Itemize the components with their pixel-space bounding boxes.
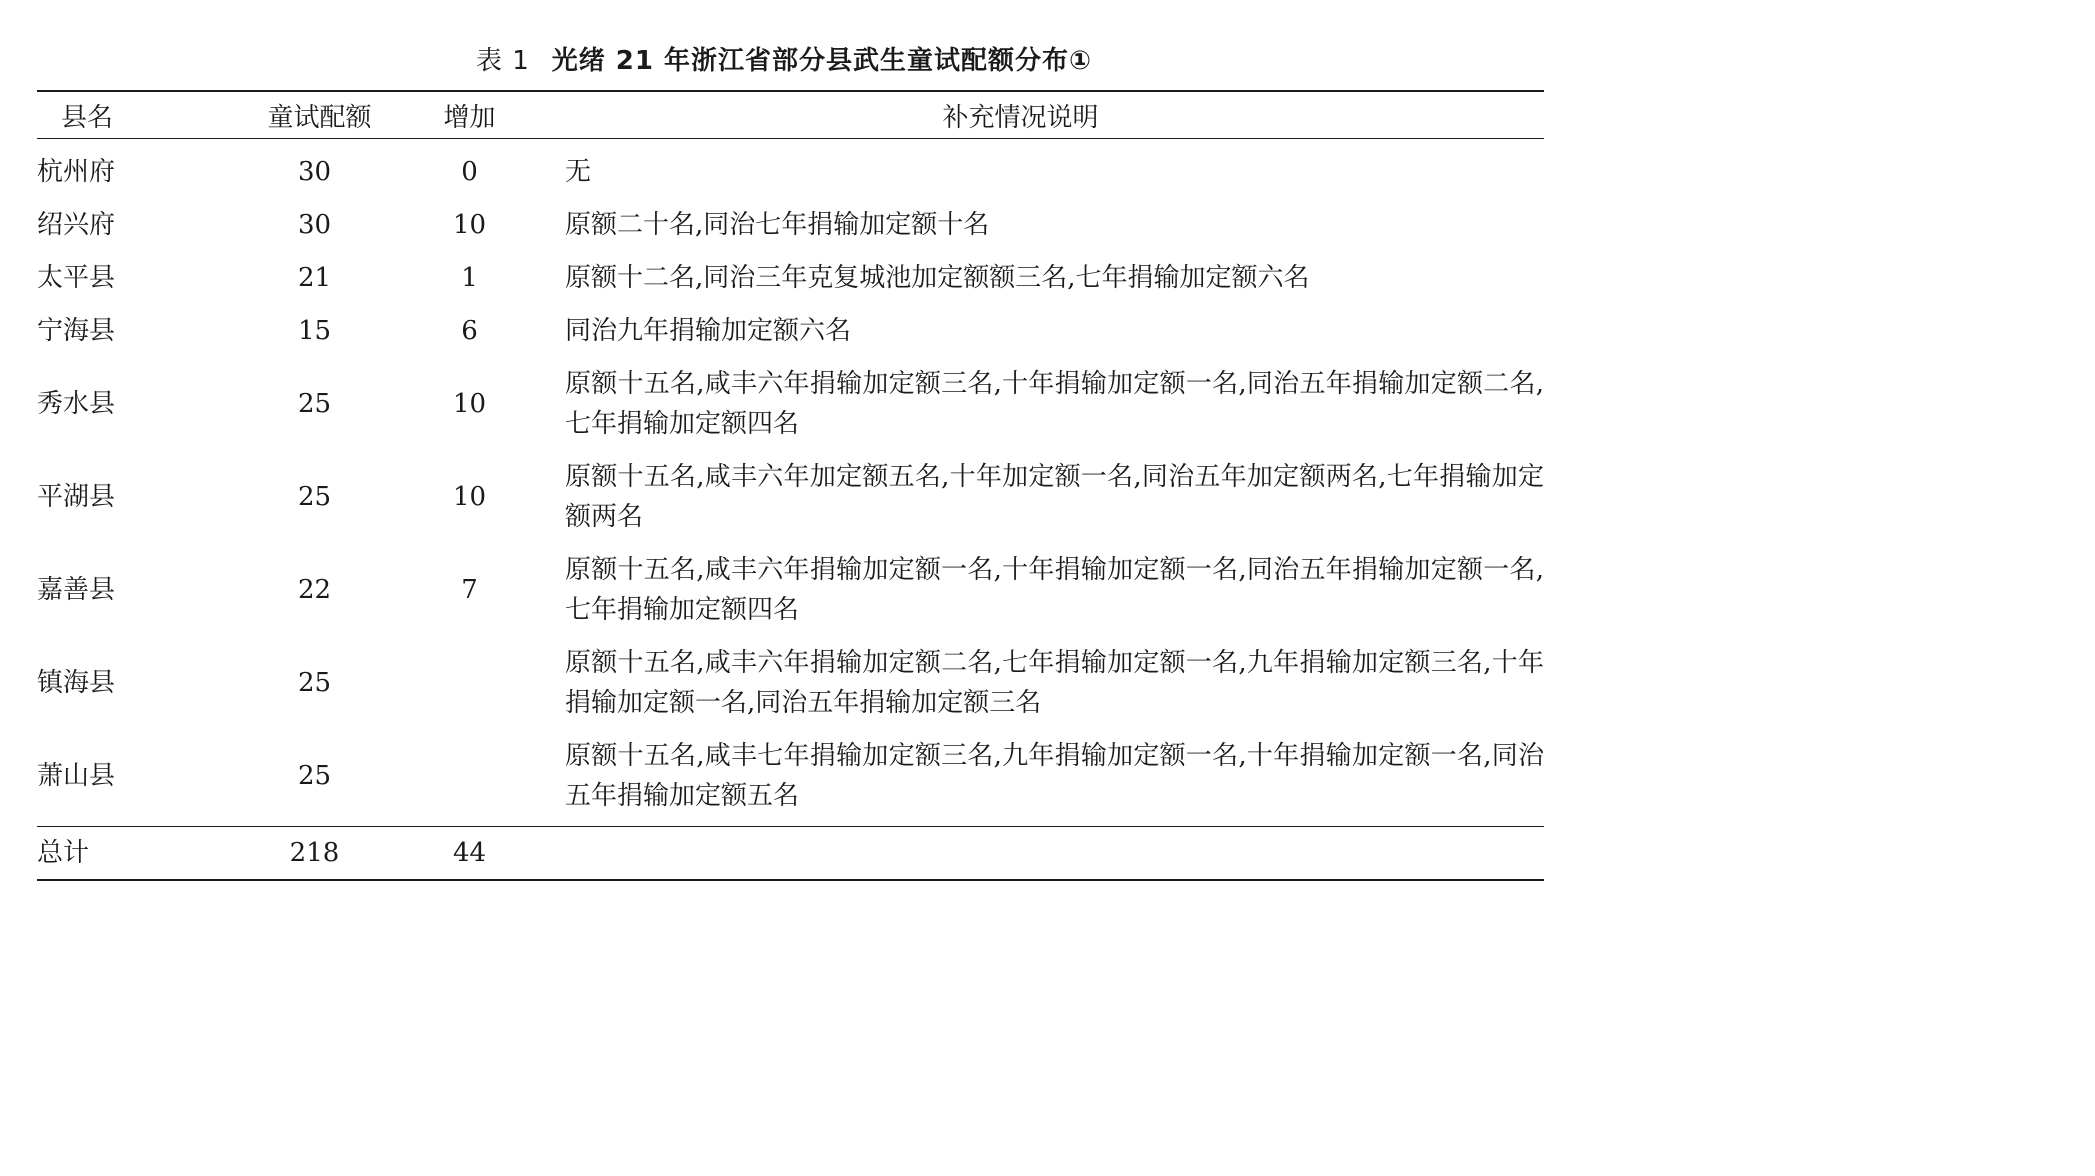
added-cell: 1 <box>461 262 478 293</box>
added-cell: 10 <box>452 388 487 419</box>
header-note: 补充情况说明 <box>942 102 1099 133</box>
total-quota: 218 <box>289 838 340 868</box>
quota-cell: 15 <box>297 315 332 346</box>
header-added: 增加 <box>443 102 496 133</box>
quota-cell: 25 <box>297 388 332 419</box>
quota-cell: 30 <box>297 156 332 187</box>
quota-cell: 30 <box>297 209 332 240</box>
total-note <box>497 827 1544 881</box>
table-row <box>37 198 1544 251</box>
total-label: 总计 <box>37 838 90 868</box>
added-cell <box>442 729 497 827</box>
header-county: 县名 <box>60 102 113 133</box>
total-added: 44 <box>452 838 487 868</box>
table-title <box>0 40 1562 77</box>
county-cell: 嘉善县 <box>37 574 116 605</box>
table-row <box>37 357 1544 450</box>
note-cell: 原额十五名,咸丰六年加定额五名,十年加定额一名,同治五年加定额两名,七年捐输加定额两名 <box>565 461 1544 532</box>
header-quota: 童试配额 <box>267 102 372 133</box>
table-row <box>37 729 1544 827</box>
county-cell: 镇海县 <box>37 667 116 698</box>
table-row <box>37 139 1544 199</box>
table-row <box>37 450 1544 543</box>
quota-cell: 22 <box>297 574 332 605</box>
note-cell: 原额二十名,同治七年捐输加定额十名 <box>565 209 990 240</box>
quota-cell: 21 <box>297 262 332 293</box>
table-caption: 光绪 21 年浙江省部分县武生童试配额分布① <box>551 46 1093 76</box>
table-container <box>37 90 1544 881</box>
table-header-row <box>37 91 1544 139</box>
quota-cell: 25 <box>297 667 332 698</box>
quota-cell: 25 <box>297 760 332 791</box>
note-cell: 原额十五名,咸丰六年捐输加定额三名,十年捐输加定额一名,同治五年捐输加定额二名,七年捐输加定额四名 <box>565 368 1544 439</box>
note-cell: 原额十五名,咸丰六年捐输加定额二名,七年捐输加定额一名,九年捐输加定额三名,十年捐输加定额一名,同治五年捐输加定额三名 <box>565 647 1544 718</box>
county-cell: 平湖县 <box>37 481 116 512</box>
county-cell: 秀水县 <box>37 388 116 419</box>
note-cell: 原额十五名,咸丰六年捐输加定额一名,十年捐输加定额一名,同治五年捐输加定额一名,七年捐输加定额四名 <box>565 554 1544 625</box>
note-cell: 原额十五名,咸丰七年捐输加定额三名,九年捐输加定额一名,十年捐输加定额一名,同治五年捐输加定额五名 <box>565 740 1544 811</box>
note-cell: 同治九年捐输加定额六名 <box>565 315 852 346</box>
quota-cell: 25 <box>297 481 332 512</box>
added-cell: 0 <box>461 156 478 187</box>
added-cell: 10 <box>452 209 487 240</box>
county-cell: 绍兴府 <box>37 209 116 240</box>
table-row <box>37 543 1544 636</box>
quota-table <box>37 90 1544 881</box>
county-cell: 宁海县 <box>37 315 116 346</box>
added-cell: 6 <box>461 315 478 346</box>
county-cell: 萧山县 <box>37 760 116 791</box>
added-cell: 10 <box>452 481 487 512</box>
table-row <box>37 251 1544 304</box>
total-row <box>37 827 1544 881</box>
table-row <box>37 636 1544 729</box>
county-cell: 杭州府 <box>37 156 116 187</box>
table-row <box>37 304 1544 357</box>
added-cell <box>442 636 497 729</box>
added-cell: 7 <box>461 574 478 605</box>
note-cell: 无 <box>565 156 592 187</box>
table-body <box>37 139 1544 827</box>
note-cell: 原额十二名,同治三年克复城池加定额额三名,七年捐输加定额六名 <box>565 262 1310 293</box>
county-cell: 太平县 <box>37 262 116 293</box>
table-number: 表 1 <box>475 46 530 76</box>
